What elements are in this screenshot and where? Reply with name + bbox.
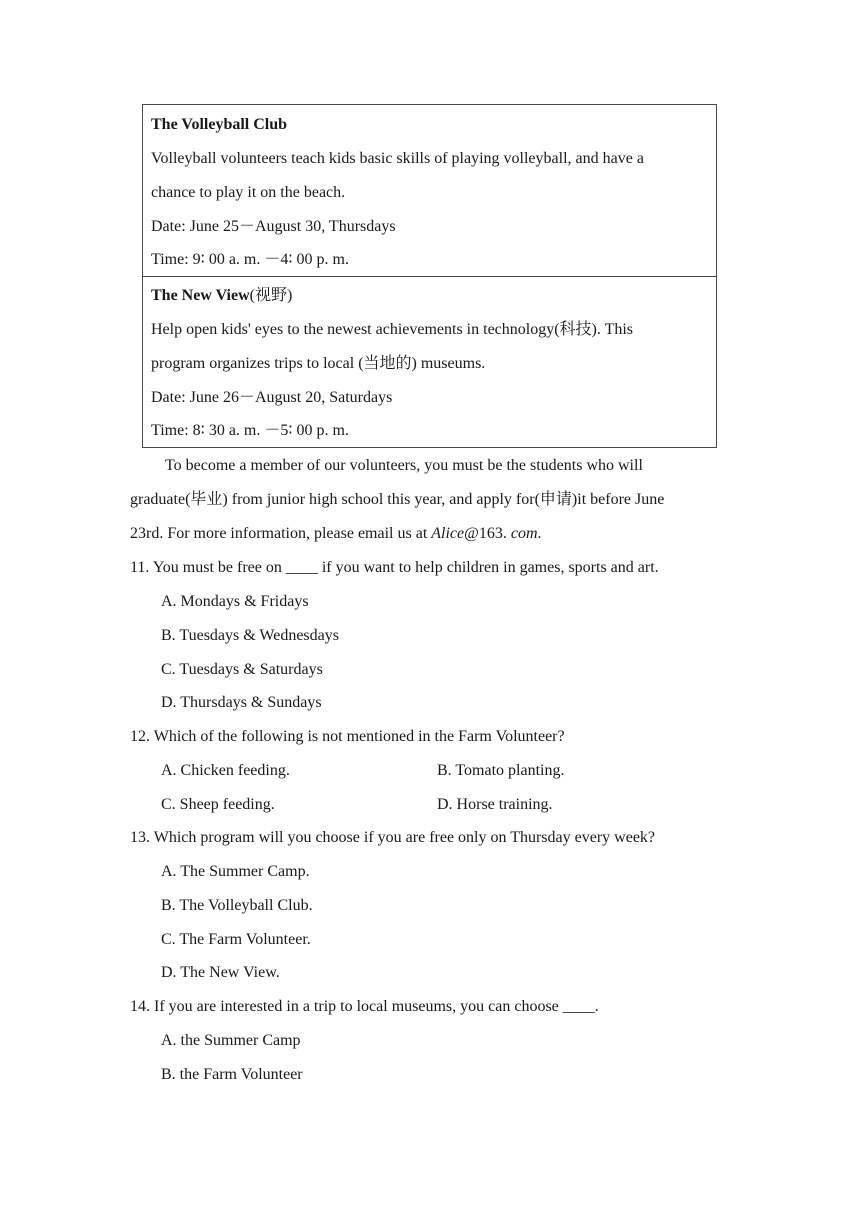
paragraph-text: 23rd. For more information, please email us at: [130, 525, 432, 542]
program-description-line: chance to play it on the beach.: [151, 184, 346, 201]
program-time: Time: 9∶ 00 a. m. －4∶ 00 p. m.: [151, 251, 349, 268]
program-description-line: Help open kids' eyes to the newest achievements in technology(科技). This: [151, 321, 634, 338]
question-stem: 11. You must be free on ____ if you want to help children in games, sports and art.: [130, 559, 659, 576]
program-description-line: Volleyball volunteers teach kids basic skills of playing volleyball, and have a: [151, 150, 644, 167]
answer-option: B. The Volleyball Club.: [161, 897, 313, 914]
email-domain: com: [510, 525, 538, 542]
answer-option: B. Tuesdays & Wednesdays: [161, 627, 339, 644]
program-time: Time: 8∶ 30 a. m. －5∶ 00 p. m.: [151, 422, 349, 439]
answer-option: C. The Farm Volunteer.: [161, 931, 311, 948]
program-title: The Volleyball Club: [151, 116, 288, 133]
program-date: Date: June 26－August 20, Saturdays: [151, 389, 393, 406]
answer-option: A. The Summer Camp.: [161, 863, 310, 880]
paragraph-text: .: [537, 525, 542, 542]
question-stem: 12. Which of the following is not mentioned in the Farm Volunteer?: [130, 728, 565, 745]
answer-option: D. Thursdays & Sundays: [161, 694, 322, 711]
paragraph-line: [130, 524, 542, 544]
answer-option: C. Sheep feeding.: [161, 796, 275, 813]
answer-option: A. the Summer Camp: [161, 1032, 301, 1049]
answer-option: D. Horse training.: [437, 796, 553, 813]
answer-option: D. The New View.: [161, 964, 280, 981]
answer-option: C. Tuesdays & Saturdays: [161, 661, 323, 678]
program-description-line: program organizes trips to local (当地的) museums.: [151, 355, 486, 372]
question-stem: 14. If you are interested in a trip to local museums, you can choose ____.: [130, 998, 599, 1015]
program-title-gloss: (视野): [249, 287, 293, 304]
program-title: The New View: [151, 287, 250, 304]
email-at: @163.: [464, 525, 511, 542]
answer-option: A. Chicken feeding.: [161, 762, 290, 779]
paragraph-line: graduate(毕业) from junior high school this year, and apply for(申请)it before June: [130, 491, 665, 508]
program-box-volleyball-club: [142, 104, 717, 277]
email-user: Alice: [431, 525, 465, 542]
answer-option: B. the Farm Volunteer: [161, 1066, 303, 1083]
program-date: Date: June 25－August 30, Thursdays: [151, 218, 396, 235]
program-title-row: [151, 286, 292, 306]
paragraph-line: To become a member of our volunteers, you must be the students who will: [165, 457, 643, 474]
answer-option: B. Tomato planting.: [437, 762, 565, 779]
answer-option: A. Mondays & Fridays: [161, 593, 309, 610]
program-box-new-view: [142, 276, 717, 448]
question-stem: 13. Which program will you choose if you are free only on Thursday every week?: [130, 829, 656, 846]
